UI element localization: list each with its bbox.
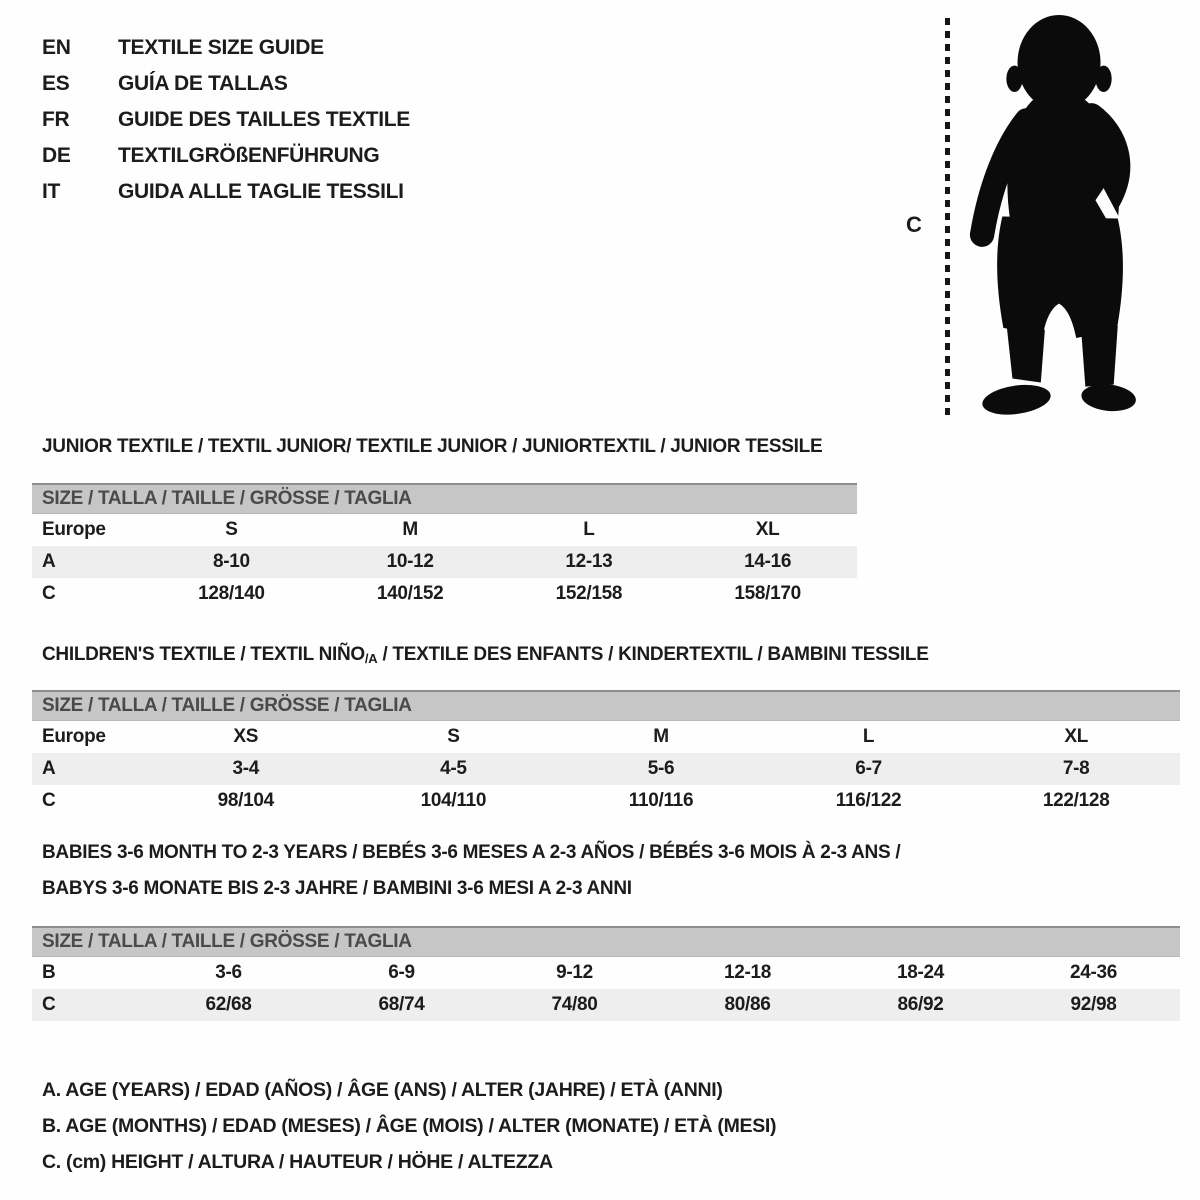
row-label-cell: A [42,551,56,572]
table-cell: M [402,519,418,540]
table-cell: 7-8 [1062,758,1090,779]
language-title: GUIDE DES TAILLES TEXTILE [118,108,410,131]
language-title: GUÍA DE TALLAS [118,72,288,95]
table-cell: 98/104 [217,790,274,811]
table-cell: 152/158 [555,583,623,604]
row-label-cell: Europe [42,726,106,747]
table-row [32,957,1180,989]
language-code: FR [42,108,70,131]
junior-section-title: JUNIOR TEXTILE / TEXTIL JUNIOR/ TEXTILE JUNIOR / JUNIORTEXTIL / JUNIOR TESSILE [42,436,823,457]
junior-size-table [32,483,857,610]
table-cell: 9-12 [556,962,593,983]
row-label-cell: C [42,583,56,604]
table-cell: 12-18 [723,962,772,983]
children-title-prefix: CHILDREN'S TEXTILE / TEXTIL NIÑO [42,644,365,665]
babies-section-title-line2: BABYS 3-6 MONATE BIS 2-3 JAHRE / BAMBINI 3-6 MESI A 2-3 ANNI [42,878,632,899]
table-cell: 3-4 [232,758,260,779]
table-cell: L [862,726,875,747]
language-code: IT [42,180,61,203]
table-cell: 24-36 [1069,962,1118,983]
children-size-table [32,690,1180,817]
table-cell: XS [233,726,259,747]
table-row [32,514,857,546]
table-body [32,721,1180,817]
row-label-cell: C [42,994,56,1015]
children-section-title [42,644,929,666]
table-cell: 10-12 [386,551,434,572]
table-cell: 92/98 [1070,994,1117,1015]
row-label-cell: A [42,758,56,779]
row-label-cell: Europe [42,519,106,540]
table-cell: 158/170 [734,583,801,604]
size-table-header: SIZE / TALLA / TAILLE / GRÖSSE / TAGLIA [32,483,857,514]
row-label-cell: C [42,790,56,811]
table-cell: 104/110 [420,790,487,811]
language-code: DE [42,144,71,167]
table-cell: XL [1064,726,1089,747]
table-row [32,785,1180,817]
language-row [42,102,410,138]
language-row [42,138,410,174]
table-cell: 68/74 [378,994,425,1015]
language-code: ES [42,72,70,95]
table-cell: S [447,726,460,747]
table-cell: 140/152 [376,583,444,604]
table-cell: 6-9 [388,962,415,983]
language-row [42,66,410,102]
table-cell: M [653,726,669,747]
table-cell: 128/140 [198,583,265,604]
table-cell: 80/86 [724,994,771,1015]
language-title: TEXTILGRÖßENFÜHRUNG [118,144,380,167]
table-cell: 74/80 [551,994,598,1015]
table-cell: 122/128 [1042,790,1110,811]
table-cell: 5-6 [647,758,675,779]
table-cell: 62/68 [205,994,252,1015]
children-title-suffix: / TEXTILE DES ENFANTS / KINDERTEXTIL / BAMBINI TESSILE [377,644,929,665]
table-row [32,546,857,578]
footnote-age-years: A. AGE (YEARS) / EDAD (AÑOS) / ÂGE (ANS) / ALTER (JAHRE) / ETÀ (ANNI) [42,1079,723,1101]
table-cell: 6-7 [855,758,882,779]
table-row [32,753,1180,785]
table-row [32,989,1180,1021]
footnote-height-cm: C. (cm) HEIGHT / ALTURA / HAUTEUR / HÖHE / ALTEZZA [42,1151,553,1173]
language-row [42,30,410,66]
language-title: GUIDA ALLE TAGLIE TESSILI [118,180,404,203]
table-cell: 3-6 [215,962,242,983]
table-cell: 14-16 [744,551,792,572]
table-cell: 4-5 [440,758,467,779]
table-cell: L [583,519,595,540]
footnotes [42,1072,776,1180]
babies-section-title-line1: BABIES 3-6 MONTH TO 2-3 YEARS / BEBÉS 3-6 MESES A 2-3 AÑOS / BÉBÉS 3-6 MOIS À 2-3 ANS / [42,842,901,863]
table-cell: 8-10 [212,551,250,572]
language-row [42,174,410,210]
language-title-list [42,30,410,210]
table-cell: 110/116 [628,790,694,811]
table-cell: 12-13 [565,551,613,572]
language-code: EN [42,36,71,59]
table-cell: 18-24 [896,962,945,983]
height-measure-label: C [906,212,922,237]
table-row [32,578,857,610]
row-label-cell: B [42,962,56,983]
height-measure-dashed-line [945,18,950,416]
footnote-age-months: B. AGE (MONTHS) / EDAD (MESES) / ÂGE (MOIS) / ALTER (MONATE) / ETÀ (MESI) [42,1115,777,1137]
babies-size-table [32,926,1180,1021]
children-title-sub: /A [364,651,378,666]
table-body [32,957,1180,1021]
language-title: TEXTILE SIZE GUIDE [118,36,324,59]
toddler-silhouette-icon [962,14,1152,419]
table-cell: S [225,519,238,540]
table-body [32,514,857,610]
table-cell: 116/122 [835,790,902,811]
table-cell: 86/92 [897,994,944,1015]
table-row [32,721,1180,753]
table-cell: XL [755,519,780,540]
size-table-header: SIZE / TALLA / TAILLE / GRÖSSE / TAGLIA [32,926,1180,957]
size-table-header: SIZE / TALLA / TAILLE / GRÖSSE / TAGLIA [32,690,1180,721]
